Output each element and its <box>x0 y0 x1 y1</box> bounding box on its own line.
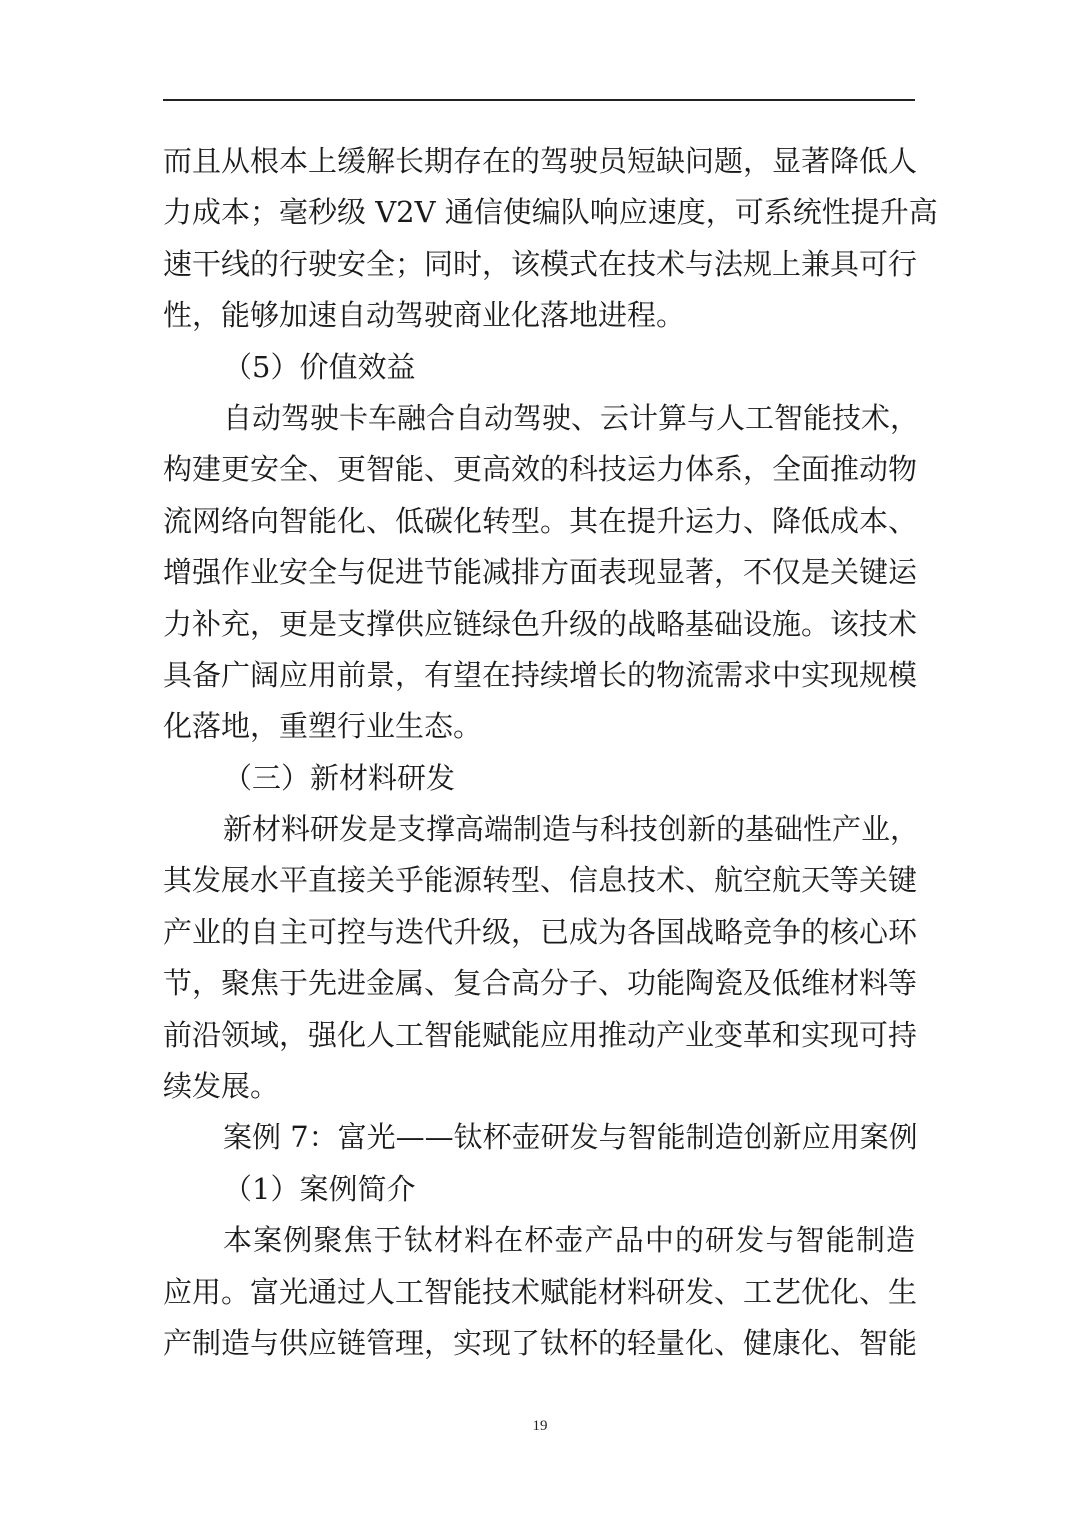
text-line: 产业的自主可控与迭代升级，已成为各国战略竞争的核心环 <box>163 914 918 949</box>
text-line: 力成本；毫秒级 V2V 通信使编队响应速度，可系统性提升高 <box>163 195 938 230</box>
text-line: 构建更安全、更智能、更高效的科技运力体系，全面推动物 <box>163 452 918 487</box>
text-line: 其发展水平直接关乎能源转型、信息技术、航空航天等关键 <box>163 863 918 898</box>
body-text <box>163 136 938 1369</box>
text-line: 产制造与供应链管理，实现了钛杯的轻量化、健康化、智能 <box>163 1325 918 1360</box>
text-line: 增强作业安全与促进节能减排方面表现显著，不仅是关键运 <box>163 555 918 590</box>
text-line: 速干线的行驶安全；同时，该模式在技术与法规上兼具可行 <box>163 246 918 281</box>
text-line: 流网络向智能化、低碳化转型。其在提升运力、降低成本、 <box>163 503 918 538</box>
section-heading: （5）价值效益 <box>223 349 416 384</box>
page-number: 19 <box>532 1418 548 1434</box>
text-line: 自动驾驶卡车融合自动驾驶、云计算与人工智能技术， <box>223 400 920 435</box>
section-heading: （三）新材料研发 <box>223 760 456 795</box>
text-line: 化落地，重塑行业生态。 <box>163 709 483 744</box>
text-line: 节，聚焦于先进金属、复合高分子、功能陶瓷及低维材料等 <box>163 966 918 1001</box>
text-line: 性，能够加速自动驾驶商业化落地进程。 <box>163 298 686 333</box>
text-line: 力补充，更是支撑供应链绿色升级的战略基础设施。该技术 <box>163 606 918 641</box>
text-line: 前沿领域，强化人工智能赋能应用推动产业变革和实现可持 <box>163 1017 918 1052</box>
case-title: 案例 7：富光——钛杯壶研发与智能制造创新应用案例 <box>223 1120 918 1155</box>
text-line: 新材料研发是支撑高端制造与科技创新的基础性产业， <box>223 812 920 847</box>
section-heading: （1）案例简介 <box>223 1171 416 1206</box>
text-line: 具备广阔应用前景，有望在持续增长的物流需求中实现规模 <box>163 657 918 692</box>
text-line: 本案例聚焦于钛材料在杯壶产品中的研发与智能制造 <box>223 1223 915 1258</box>
text-line: 应用。富光通过人工智能技术赋能材料研发、工艺优化、生 <box>163 1274 918 1309</box>
text-line: 续发展。 <box>163 1069 280 1104</box>
text-line: 而且从根本上缓解长期存在的驾驶员短缺问题，显著降低人 <box>163 144 918 178</box>
header-rule <box>163 99 915 101</box>
